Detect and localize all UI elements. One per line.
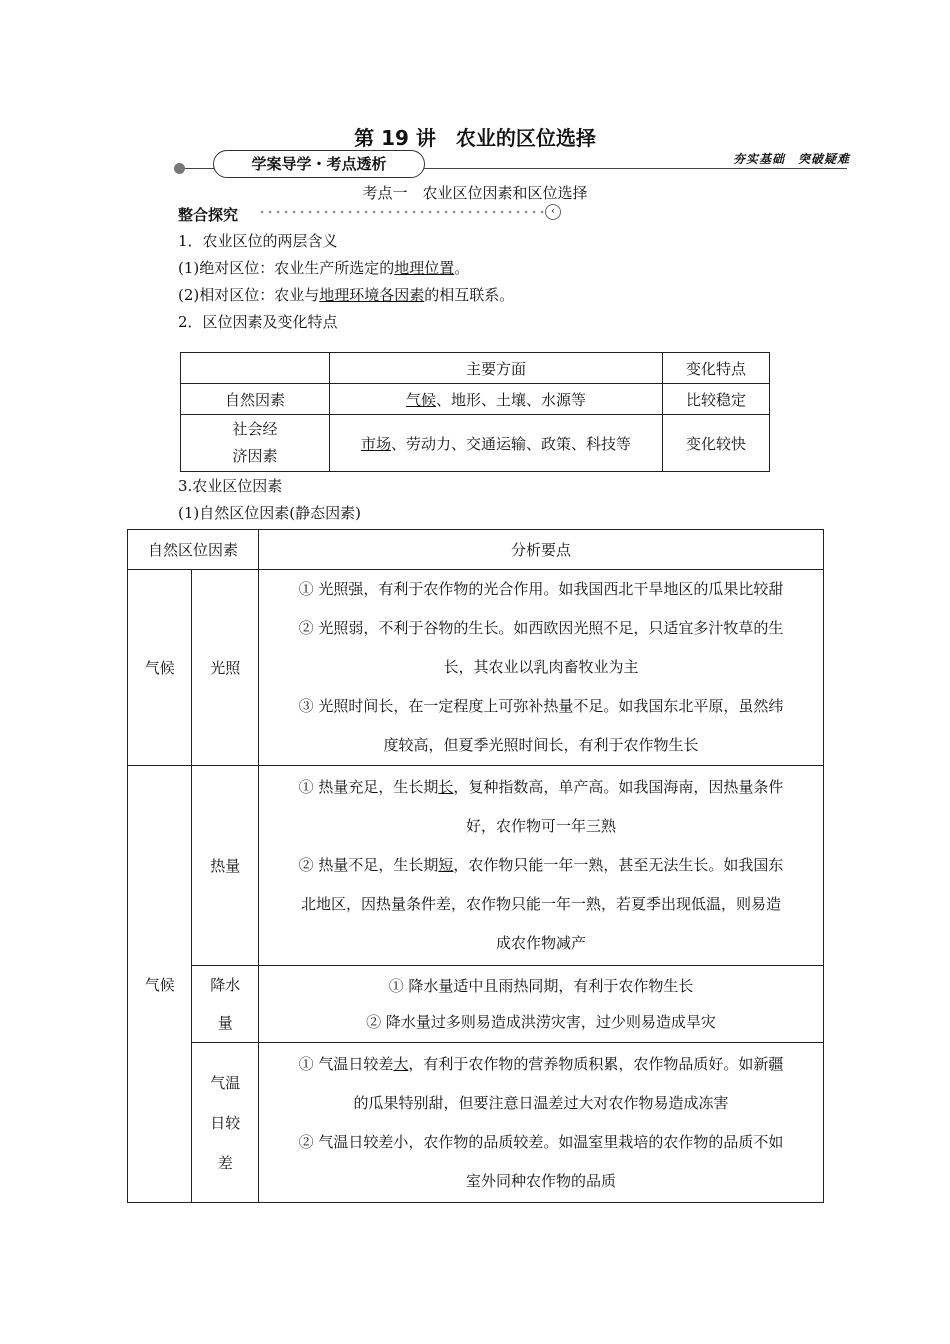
section-label: 整合探究 xyxy=(178,206,239,224)
table-row: 气温 日较 差 ① 气温日较差大，有利于农作物的营养物质积累，农作物品质好。如新疆 的瓜果特别甜，但要注意日温差过大对农作物易造成冻害 ② 气温日较差小，农作物的品质较差。如温室里栽培的农作物的品质不如 室外同种农作物的品质 xyxy=(128,1043,824,1203)
table-row: 降水 量 ① 降水量适中且雨热同期，有利于农作物生长 ② 降水量过多则易造成洪涝灾害，过少则易造成旱灾 xyxy=(128,966,824,1043)
page-title: 第 19 讲 农业的区位选择 xyxy=(354,126,596,150)
table-row: 自然因素 气候、地形、土壤、水源等 比较稳定 xyxy=(181,384,770,415)
point-2: 2．区位因素及变化特点 xyxy=(178,313,338,331)
factors-table xyxy=(180,352,770,472)
table-row: 气候 光照 ① 光照强，有利于农作物的光合作用。如我国西北干旱地区的瓜果比较甜 ② 光照弱，不利于谷物的生长。如西欧因光照不足，只适宜多汁牧草的生 长，其农业以乳肉畜牧业为主 ③ 光照时间长，在一定程度上可弥补热量不足。如我国东北平原，虽然纬 度较高，但夏季光照时间长，有利于农作物生长 xyxy=(128,570,824,766)
table-row: 社会经 济因素 市场、劳动力、交通运输、政策、科技等 变化较快 xyxy=(181,415,770,472)
bullet-dot-icon xyxy=(174,163,185,174)
table-header: 自然区位因素 xyxy=(128,530,259,570)
topic-heading: 考点一 农业区位因素和区位选择 xyxy=(362,184,588,202)
point-3: 3.农业区位因素 xyxy=(178,477,283,495)
table-header: 变化特点 xyxy=(663,353,770,384)
table-header: 主要方面 xyxy=(330,353,663,384)
chevron-left-icon: ‹ xyxy=(545,204,561,220)
table-header xyxy=(181,353,330,384)
point-1a: (1)绝对区位：农业生产所选定的地理位置。 xyxy=(178,259,470,277)
natural-factors-table xyxy=(127,529,824,1203)
dotted-rule xyxy=(258,210,548,214)
point-3a: (1)自然区位因素(静态因素) xyxy=(178,504,361,522)
point-1: 1．农业区位的两层含义 xyxy=(178,232,338,250)
table-row: 气候 热量 ① 热量充足，生长期长，复种指数高，单产高。如我国海南，因热量条件 好，农作物可一年三熟 ② 热量不足，生长期短，农作物只能一年一熟，甚至无法生长。如我国东 北地区，因热量条件差，农作物只能一年一熟，若夏季出现低温，则易造 成农作物减产 xyxy=(128,766,824,966)
banner-slogan: 夯实基础 突破疑难 xyxy=(732,152,850,166)
section-banner: 学案导学・考点透析 xyxy=(213,150,425,178)
table-header: 分析要点 xyxy=(259,530,824,570)
point-1b: (2)相对区位：农业与地理环境各因素的相互联系。 xyxy=(178,286,515,304)
